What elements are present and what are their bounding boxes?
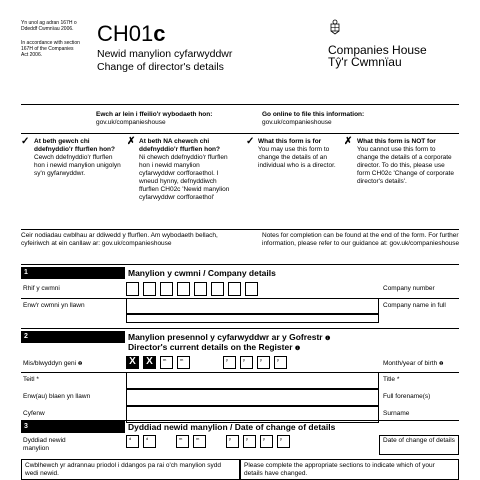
- date-year-hint: y: [263, 436, 265, 441]
- dob-year-cell[interactable]: [257, 356, 270, 369]
- dob-masked-day: X: [126, 356, 139, 369]
- forenames-label-welsh: Enw(au) blaen yn llawn: [23, 393, 91, 400]
- company-number-label-english: Company number: [383, 285, 435, 292]
- dob-year-cell[interactable]: [274, 356, 287, 369]
- surname-label-welsh: Cyfenw: [23, 410, 45, 417]
- dob-year-cell[interactable]: [240, 356, 253, 369]
- section-2-heading-english: [128, 342, 300, 354]
- info-text-english-for: You may use this form to change the details of an individual who is a director.: [258, 146, 336, 169]
- date-year-hint: y: [246, 436, 248, 441]
- companies-house-name-welsh: Tŷ'r Cwmnïau: [328, 55, 402, 69]
- date-year-cell[interactable]: [226, 435, 239, 448]
- date-change-label-english: Date of change of details: [383, 437, 455, 444]
- dob-month-cell[interactable]: [160, 356, 173, 369]
- date-month-hint: m: [179, 436, 183, 441]
- company-number-cell[interactable]: [194, 282, 207, 296]
- date-day-cell[interactable]: [143, 435, 156, 448]
- forenames-label-english: Full forename(s): [383, 393, 431, 400]
- online-link-english[interactable]: gov.uk/companieshouse: [262, 119, 332, 126]
- note-2-icon: ❷: [439, 361, 444, 367]
- form-code: [97, 22, 166, 46]
- title-label-welsh: Teitl *: [23, 376, 39, 383]
- note-2-icon: ❷: [77, 361, 83, 367]
- date-year-hint: y: [280, 436, 282, 441]
- divider: [21, 229, 459, 230]
- date-day-cell[interactable]: [126, 435, 139, 448]
- company-name-label-english: Company name in full: [383, 302, 446, 309]
- section-2-heading-welsh-text: Manylion presennol y cyfarwyddwr ar y Gofrestr: [128, 332, 323, 342]
- date-month-cell[interactable]: [176, 435, 189, 448]
- date-year-cell[interactable]: [260, 435, 273, 448]
- dob-month-hint: m: [163, 357, 167, 362]
- dob-year-cell[interactable]: [223, 356, 236, 369]
- dob-year-hint: y: [277, 357, 279, 362]
- online-title-english: Go online to file this information:: [262, 111, 365, 118]
- company-number-label-welsh: Rhif y cwmni: [23, 285, 60, 292]
- company-number-cell[interactable]: [177, 282, 190, 296]
- legal-reference-english: In accordance with section 167H of the Companies Act 2006.: [21, 40, 80, 58]
- info-text-welsh-for: Cewch ddefnyddio'r ffurflen hon i newid manylion unigolyn sy'n gyfarwyddwr.: [34, 154, 121, 177]
- forenames-field[interactable]: [126, 389, 379, 406]
- company-number-cell[interactable]: [126, 282, 139, 296]
- royal-crest-icon: [328, 19, 342, 35]
- dob-month-hint: m: [180, 357, 184, 362]
- date-change-label-welsh: Dyddiad newid manylion: [23, 437, 66, 452]
- info-text-english-not-for: You cannot use this form to change the details of a corporate director. To do this, please use form CH02c 'Change of corporate director's details'.: [357, 146, 454, 185]
- date-month-cell[interactable]: [193, 435, 206, 448]
- notes-english: Notes for completion can be found at the end of the form. For further information, please refer to our guidance at: gov.uk/companieshouse: [262, 232, 460, 247]
- section-3-number: 3: [21, 421, 125, 433]
- form-title-welsh: Newid manylion cyfarwyddwr: [97, 48, 233, 60]
- section-2-number: 2: [21, 331, 125, 343]
- title-field[interactable]: [126, 372, 379, 389]
- online-link-welsh[interactable]: gov.uk/companieshouse: [96, 119, 166, 126]
- dob-label-welsh: [23, 360, 82, 368]
- notes-welsh: Ceir nodiadau cwblhau ar ddiwedd y ffurflen. Am wybodaeth bellach, cyfeiriwch at ein canllaw ar: gov.uk/companieshouse: [21, 232, 218, 247]
- company-number-cell[interactable]: [143, 282, 156, 296]
- divider: [21, 133, 459, 134]
- section-divider: [21, 328, 459, 329]
- section-2-heading-english-text: Director's current details on the Register: [128, 342, 293, 352]
- section-3-heading: Dyddiad newid manylion / Date of change of details: [128, 422, 336, 432]
- info-title-welsh-for: At beth gewch chi ddefnyddio'r ffurflen hon?: [34, 138, 115, 153]
- dob-masked-day: X: [143, 356, 156, 369]
- section-3-note-welsh: Cwblhewch yr adrannau priodol i ddangos pa rai o'ch manylion sydd wedi newid.: [21, 459, 240, 480]
- form-title-english: Change of director's details: [97, 61, 224, 73]
- cross-icon: ✗: [127, 136, 136, 147]
- divider: [21, 104, 459, 105]
- online-title-welsh: Ewch ar lein i ffeilio'r wybodaeth hon:: [96, 111, 213, 118]
- tick-icon: ✓: [21, 136, 30, 147]
- form-code-prefix: CH01: [97, 21, 154, 46]
- company-number-cell[interactable]: [245, 282, 258, 296]
- info-title-welsh-not-for: At beth NA chewch chi ddefnyddio'r ffurflen hon?: [139, 138, 220, 153]
- company-number-cell[interactable]: [228, 282, 241, 296]
- company-name-label-welsh: Enw'r cwmni yn llawn: [23, 302, 85, 309]
- cross-icon: ✗: [344, 136, 353, 147]
- company-name-field[interactable]: [126, 298, 379, 314]
- date-day-hint: d: [129, 436, 132, 441]
- date-month-hint: m: [196, 436, 200, 441]
- section-divider: [21, 264, 459, 265]
- company-number-cell[interactable]: [160, 282, 173, 296]
- form-code-suffix: c: [153, 21, 166, 46]
- section-1-number: 1: [21, 267, 125, 279]
- legal-reference-welsh: Yn unol ag adran 167H o Ddeddf Cwmnïau 2006.: [21, 20, 77, 32]
- dob-month-cell[interactable]: [177, 356, 190, 369]
- info-title-english-not-for: What this form is NOT for: [357, 138, 436, 145]
- dob-label-welsh-text: Mis/blwyddyn geni: [23, 360, 77, 367]
- section-1-heading: Manylion y cwmni / Company details: [128, 268, 276, 278]
- tick-icon: ✓: [246, 136, 255, 147]
- title-label-english: Title *: [383, 376, 400, 383]
- info-text-welsh-not-for: Ni chewch ddefnyddio'r ffurflen hon i newid manylion cyfarwyddwr corfforaethol. I wneud hynny, defnyddiwch ffurflen CH02c 'Newid manylion cyfarwyddwr corfforaethol': [139, 154, 230, 201]
- surname-label-english: Surname: [383, 410, 410, 417]
- info-title-english-for: What this form is for: [258, 138, 322, 145]
- company-number-cell[interactable]: [211, 282, 224, 296]
- dob-label-english: [383, 360, 444, 368]
- date-year-hint: y: [229, 436, 231, 441]
- note-1-icon: ❶: [325, 336, 331, 342]
- date-year-cell[interactable]: [243, 435, 256, 448]
- note-1-icon: ❶: [294, 346, 301, 352]
- dob-year-hint: y: [243, 357, 245, 362]
- dob-label-english-text: Month/year of birth: [383, 360, 438, 367]
- company-name-field-continuation[interactable]: [126, 314, 379, 323]
- dob-year-hint: y: [260, 357, 262, 362]
- dob-year-hint: y: [226, 357, 228, 362]
- date-day-hint: d: [146, 436, 149, 441]
- date-year-cell[interactable]: [277, 435, 290, 448]
- companies-house-name-english: Companies House: [328, 43, 427, 57]
- section-3-note-english: Please complete the appropriate sections to indicate which of your details have changed.: [240, 459, 459, 480]
